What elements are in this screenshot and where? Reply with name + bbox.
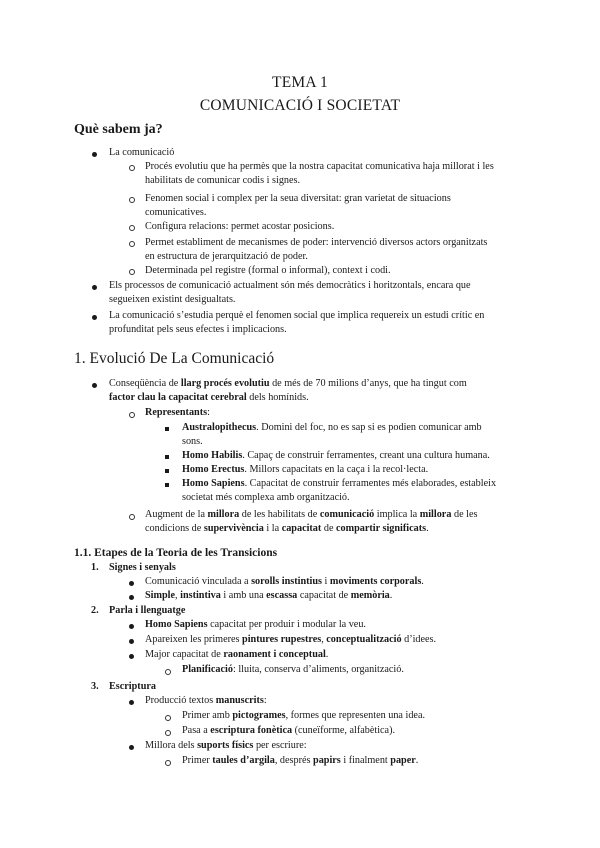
list-number: 3.	[91, 681, 99, 692]
list-item: Millora dels suports físics per escriure:	[145, 740, 307, 751]
list-item: Planificació: lluita, conserva d’aliments, organització.	[182, 664, 404, 675]
list-item: Apareixen les primeres pintures rupestres, conceptualització d’idees.	[145, 634, 437, 645]
bullet-dot-icon	[129, 595, 134, 600]
bullet-square-icon	[165, 483, 169, 487]
bullet-dot-icon	[129, 639, 134, 644]
list-item: Permet establiment de mecanismes de poder: intervenció diversos actors organitzats en estructura de jerarquització de poder.	[145, 237, 488, 262]
bullet-dot-icon	[129, 700, 134, 705]
list-number: 1.	[91, 562, 99, 573]
bullet-dot-icon	[129, 581, 134, 586]
list-item: Augment de la millora de les habilitats de comunicació implica la millora de les condicions de supervivència i la capacitat de compartir significats.	[145, 509, 478, 534]
list-item: Homo Habilis. Capaç de construir ferramentes, creant una cultura humana.	[182, 450, 490, 461]
bullet-square-icon	[165, 469, 169, 473]
list-item: Major capacitat de raonament i conceptual.	[145, 649, 329, 660]
bullet-circle-icon	[165, 760, 171, 766]
section-heading-prior-knowledge: Què sabem ja?	[74, 122, 163, 137]
bullet-dot-icon	[129, 745, 134, 750]
list-item: Comunicació vinculada a sorolls instintius i moviments corporals.	[145, 576, 424, 587]
bullet-circle-icon	[165, 730, 171, 736]
list-item: Primer taules d’argila, després papirs i finalment paper.	[182, 755, 419, 766]
subsection-heading-transitions: 1.1. Etapes de la Teoria de les Transicions	[74, 547, 278, 559]
bullet-circle-icon	[129, 514, 135, 520]
list-item: La comunicació s’estudia perquè el fenomen social que implica requereix un estudi crític en profunditat pels seus efectes i implicacions.	[109, 310, 485, 335]
bullet-square-icon	[165, 455, 169, 459]
bullet-dot-icon	[92, 315, 97, 320]
section-heading-evolution: 1. Evolució De La Comunicació	[74, 350, 275, 367]
document-title-subject: COMUNICACIÓ I SOCIETAT	[199, 97, 401, 114]
bullet-dot-icon	[92, 285, 97, 290]
list-item: Producció textos manuscrits:	[145, 695, 267, 706]
list-item: Fenomen social i complex per la seua diversitat: gran varietat de situacions comunicatives.	[145, 193, 451, 218]
list-item: Primer amb pictogrames, formes que representen una idea.	[182, 710, 426, 721]
bullet-circle-icon	[165, 669, 171, 675]
list-item: Conseqüència de llarg procés evolutiu de més de 70 milions d’anys, que ha tingut com factor clau la capacitat cerebral dels homínids.	[109, 378, 467, 403]
list-item: Procés evolutiu que ha permès que la nostra capacitat comunicativa haja millorat i les habilitats de comunicar codis i signes.	[145, 161, 494, 186]
list-item: Representants:	[145, 407, 210, 418]
bullet-circle-icon	[129, 241, 135, 247]
list-item: Signes i senyals	[109, 562, 176, 573]
list-item: Homo Sapiens. Capacitat de construir ferramentes més elaborades, estableix societat més complexa amb organització.	[182, 478, 497, 503]
bullet-dot-icon	[92, 383, 97, 388]
bullet-circle-icon	[129, 412, 135, 418]
bullet-dot-icon	[92, 152, 97, 157]
list-item: Simple, instintiva i amb una escassa capacitat de memòria.	[145, 590, 393, 601]
list-item: Pasa a escriptura fonètica (cuneïforme, alfabètica).	[182, 725, 396, 736]
list-item: Determinada pel registre (formal o informal), context i codi.	[145, 265, 391, 276]
list-item: Els processos de comunicació actualment són més democràtics i horitzontals, encara que segueixen existint desigualtats.	[109, 280, 471, 305]
document-title-topic: TEMA 1	[272, 74, 328, 91]
bullet-circle-icon	[129, 269, 135, 275]
list-item: Homo Sapiens capacitat per produir i modular la veu.	[145, 619, 366, 630]
list-item: Homo Erectus. Millors capacitats en la caça i la recol·lecta.	[182, 464, 429, 475]
list-item: Escriptura	[109, 681, 156, 692]
bullet-dot-icon	[129, 624, 134, 629]
list-item: Parla i llenguatge	[109, 605, 186, 616]
bullet-dot-icon	[129, 654, 134, 659]
list-item: Australopithecus. Domini del foc, no es sap si es podien comunicar amb sons.	[182, 422, 482, 447]
bullet-circle-icon	[165, 715, 171, 721]
bullet-circle-icon	[129, 165, 135, 171]
list-item: Configura relacions: permet acostar posicions.	[145, 221, 335, 232]
bullet-circle-icon	[129, 225, 135, 231]
bullet-square-icon	[165, 427, 169, 431]
list-number: 2.	[91, 605, 99, 616]
bullet-circle-icon	[129, 197, 135, 203]
list-item: La comunicació	[109, 147, 175, 158]
